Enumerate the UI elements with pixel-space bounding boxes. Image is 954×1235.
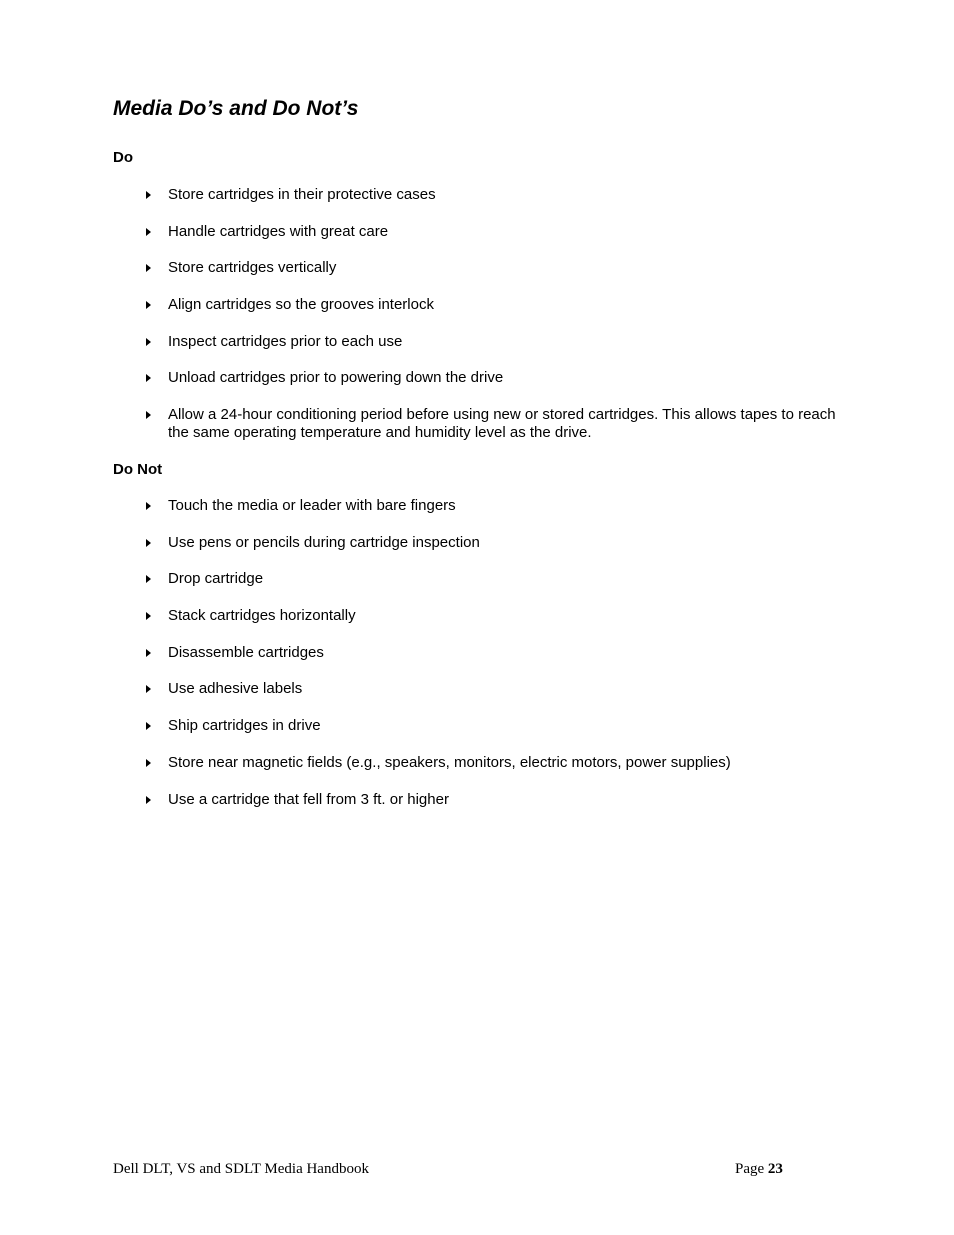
list-item bbox=[0, 607, 954, 625]
triangle-bullet-icon bbox=[146, 575, 151, 583]
list-item bbox=[0, 754, 954, 772]
list-item-text: Allow a 24-hour conditioning period before using new or stored cartridges. This allows tapes to reach the same operating temperature and humidity level as the drive. bbox=[168, 406, 836, 442]
triangle-bullet-icon bbox=[146, 649, 151, 657]
do-heading: Do bbox=[113, 149, 133, 166]
triangle-bullet-icon bbox=[146, 301, 151, 309]
list-item bbox=[0, 570, 954, 588]
list-item bbox=[0, 534, 954, 552]
list-item-text: Store cartridges in their protective cases bbox=[168, 186, 436, 203]
triangle-bullet-icon bbox=[146, 796, 151, 804]
list-item bbox=[0, 791, 954, 809]
footer-page-indicator bbox=[735, 1160, 783, 1178]
list-item-text: Ship cartridges in drive bbox=[168, 717, 321, 735]
triangle-bullet-icon bbox=[146, 539, 151, 547]
list-item-text: Align cartridges so the grooves interlock bbox=[168, 296, 434, 314]
do-not-heading: Do Not bbox=[113, 461, 163, 478]
list-item-text: Touch the media or leader with bare fingers bbox=[168, 497, 456, 514]
list-item-text: Store cartridges vertically bbox=[168, 259, 337, 277]
page-title: Media Do’s and Do Not’s bbox=[113, 97, 359, 120]
triangle-bullet-icon bbox=[146, 612, 151, 620]
do-not-list bbox=[0, 497, 954, 827]
triangle-bullet-icon bbox=[146, 722, 151, 730]
list-item-text: Stack cartridges horizontally bbox=[168, 607, 356, 625]
list-item-text: Handle cartridges with great care bbox=[168, 222, 389, 240]
list-item bbox=[0, 296, 954, 314]
triangle-bullet-icon bbox=[146, 191, 151, 199]
list-item-text: Drop cartridge bbox=[168, 570, 264, 588]
triangle-bullet-icon bbox=[146, 685, 151, 693]
triangle-bullet-icon bbox=[146, 374, 151, 382]
list-item bbox=[0, 369, 954, 387]
list-item-text: Unload cartridges prior to powering down the drive bbox=[168, 369, 504, 387]
list-item-text: Use pens or pencils during cartridge inspection bbox=[168, 533, 480, 551]
list-item bbox=[0, 406, 954, 442]
do-list bbox=[0, 186, 954, 461]
list-item bbox=[0, 333, 954, 351]
list-item-text: Use a cartridge that fell from 3 ft. or higher bbox=[168, 790, 449, 808]
list-item bbox=[0, 644, 954, 662]
triangle-bullet-icon bbox=[146, 759, 151, 767]
footer-document-title: Dell DLT, VS and SDLT Media Handbook bbox=[113, 1161, 369, 1177]
triangle-bullet-icon bbox=[146, 338, 151, 346]
list-item bbox=[0, 259, 954, 277]
list-item-text: Use adhesive labels bbox=[168, 680, 303, 698]
triangle-bullet-icon bbox=[146, 228, 151, 236]
list-item-text: Inspect cartridges prior to each use bbox=[168, 332, 403, 350]
list-item bbox=[0, 186, 954, 204]
triangle-bullet-icon bbox=[146, 502, 151, 510]
list-item bbox=[0, 680, 954, 698]
footer-page-number: 23 bbox=[767, 1161, 783, 1177]
list-item bbox=[0, 223, 954, 241]
list-item-text: Disassemble cartridges bbox=[168, 643, 324, 661]
list-item bbox=[0, 497, 954, 515]
triangle-bullet-icon bbox=[146, 264, 151, 272]
list-item-text: Store near magnetic fields (e.g., speakers, monitors, electric motors, power supplies) bbox=[168, 753, 731, 771]
footer-page-label: Page bbox=[735, 1161, 765, 1177]
list-item bbox=[0, 717, 954, 735]
triangle-bullet-icon bbox=[146, 411, 151, 419]
